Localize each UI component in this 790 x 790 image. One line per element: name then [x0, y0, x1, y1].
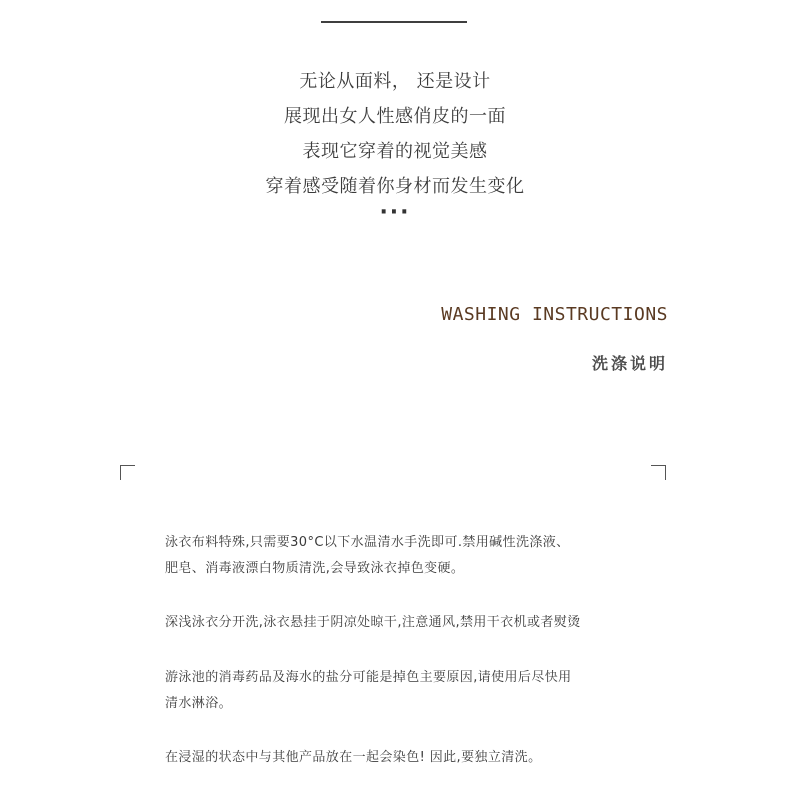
- instruction-line: 游泳池的消毒药品及海水的盐分可能是掉色主要原因,请使用后尽快用: [165, 670, 572, 685]
- intro-line: 穿着感受随着你身材而发生变化: [265, 176, 525, 197]
- instruction-line: 清水淋浴。: [165, 696, 233, 711]
- instruction-paragraph: [165, 610, 581, 636]
- intro-line: 展现出女人性感俏皮的一面: [284, 106, 506, 127]
- intro-line: 表现它穿着的视觉美感: [302, 141, 488, 162]
- instruction-line: 肥皂、消毒液漂白物质清洗,会导致泳衣掉色变硬。: [165, 561, 465, 576]
- corner-bracket-left: [120, 465, 135, 480]
- instruction-paragraph: [165, 665, 572, 717]
- top-divider: [321, 21, 467, 23]
- corner-bracket-right: [651, 465, 666, 480]
- instruction-line: 深浅泳衣分开洗,泳衣悬挂于阴凉处晾干,注意通风,禁用干衣机或者熨烫: [165, 615, 581, 630]
- instruction-line: 在浸湿的状态中与其他产品放在一起会染色! 因此,要独立清洗。: [165, 750, 542, 765]
- instruction-line: 泳衣布料特殊,只需要30°C以下水温清水手洗即可.禁用碱性洗涤液、: [165, 535, 570, 550]
- intro-line: 无论从面料， 还是设计: [299, 71, 491, 92]
- intro-text: [0, 64, 790, 204]
- instruction-paragraph: [165, 530, 570, 582]
- washing-instructions-subtitle: 洗涤说明: [591, 354, 668, 373]
- instruction-paragraph: [165, 745, 541, 771]
- washing-instructions-title: WASHING INSTRUCTIONS: [441, 304, 668, 325]
- ellipsis: ···: [379, 200, 411, 225]
